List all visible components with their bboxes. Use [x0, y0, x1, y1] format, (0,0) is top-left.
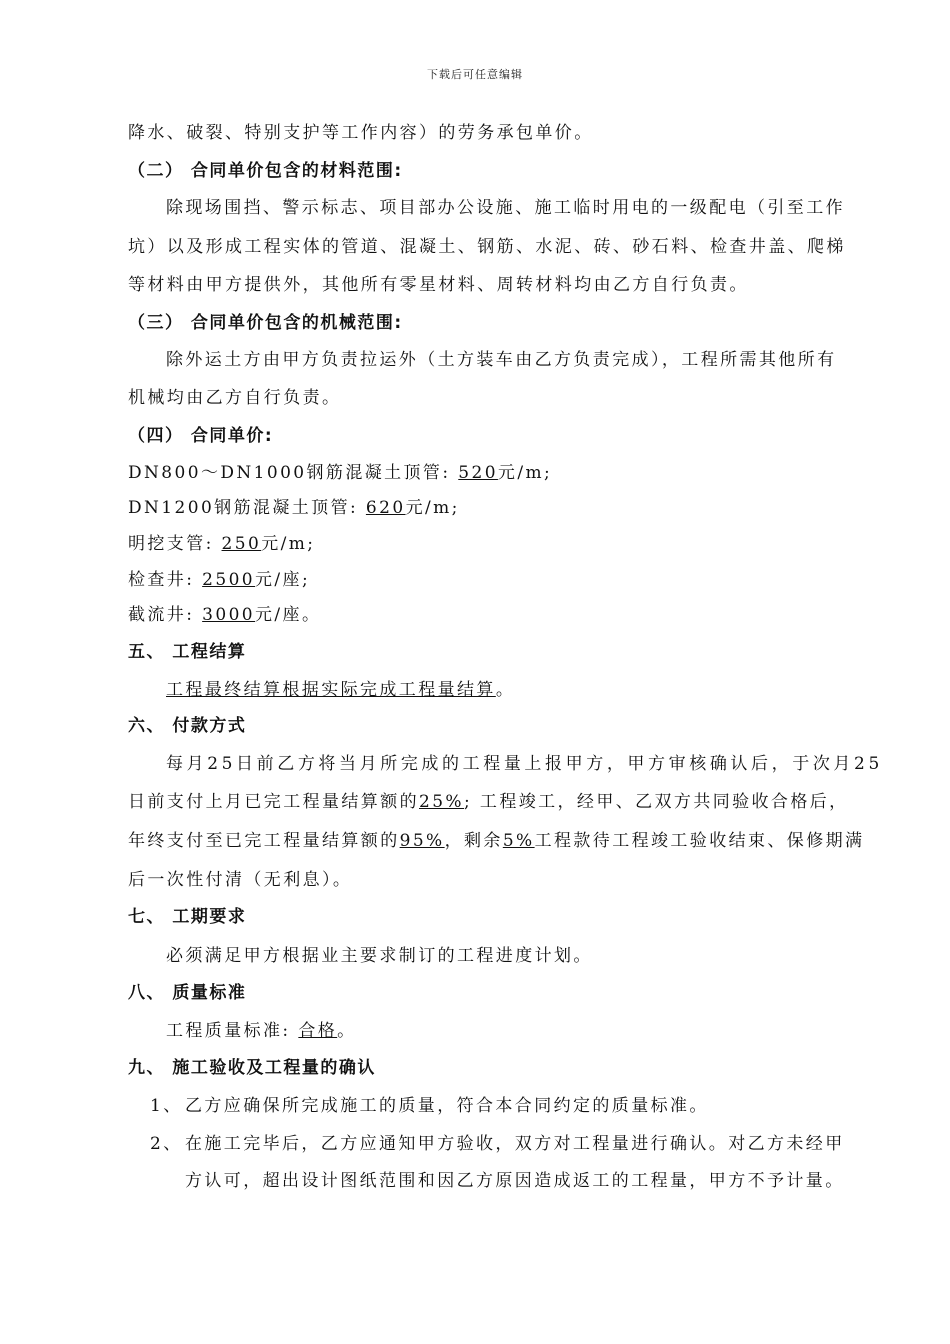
price-value: 250	[221, 534, 262, 554]
section-8-text	[166, 1016, 357, 1041]
section-8-heading: 八、 质量标准	[128, 983, 247, 1003]
retention-percent: 5%	[502, 831, 535, 851]
section-3-heading: （三） 合同单价包含的机械范围:	[128, 313, 403, 333]
section-2-line-3: 等材料由甲方提供外，其他所有零星材料、周转材料均由乙方自行负责。	[128, 275, 749, 295]
page-header: 下载后可任意编辑	[427, 68, 523, 81]
item-2-line-2: 方认可，超出设计图纸范围和因乙方原因造成返工的工程量，甲方不予计量。	[185, 1171, 845, 1191]
item-2-line-1: 在施工完毕后，乙方应通知甲方验收，双方对工程量进行确认。对乙方未经甲	[185, 1134, 845, 1154]
price-value: 520	[458, 463, 498, 483]
section-3-line-1: 除外运土方由甲方负责拉运外（土方装车由乙方负责完成），工程所需其他所有	[166, 350, 837, 370]
section-5-heading: 五、 工程结算	[128, 642, 247, 662]
section-2-line-2: 坑）以及形成工程实体的管道、混凝土、钢筋、水泥、砖、砂石料、检查井盖、爬梯	[128, 237, 846, 257]
section-4-heading: （四） 合同单价:	[128, 426, 274, 446]
price-label: 明挖支管:	[128, 534, 222, 554]
section-9-heading: 九、 施工验收及工程量的确认	[128, 1058, 376, 1078]
item-1-text: 乙方应确保所完成施工的质量，符合本合同约定的质量标准。	[185, 1096, 709, 1116]
period: 。	[495, 680, 516, 700]
text-segment: 年终支付至已完工程量结算额的	[128, 831, 400, 851]
section-2-line-1: 除现场围挡、警示标志、项目部办公设施、施工临时用电的一级配电（引至工作	[166, 198, 845, 218]
period: 。	[337, 1021, 357, 1041]
section-7-heading: 七、 工期要求	[128, 907, 247, 927]
price-unit: 元/m;	[497, 463, 553, 483]
price-unit: 元/座。	[255, 605, 322, 625]
payment-percent: 95%	[399, 831, 445, 851]
section-3-line-2: 机械均由乙方自行负责。	[128, 388, 342, 408]
paragraph-continuation: 降水、破裂、特别支护等工作内容）的劳务承包单价。	[128, 123, 594, 143]
item-2-number: 2、	[150, 1134, 183, 1154]
text-segment: 工程款待工程竣工验收结束、保修期满	[534, 831, 865, 851]
price-unit: 元/m;	[261, 534, 316, 554]
price-value: 3000	[202, 605, 256, 625]
section-6-line-2	[128, 787, 849, 812]
price-label: DN800～DN1000钢筋混凝土顶管:	[128, 463, 459, 483]
price-row	[128, 600, 321, 625]
price-value: 2500	[202, 570, 256, 590]
section-6-line-4: 后一次性付清（无利息）。	[128, 870, 353, 890]
price-label: 截流井:	[128, 605, 203, 625]
price-row	[128, 493, 460, 518]
price-label: 检查井:	[128, 570, 203, 590]
section-7-text: 必须满足甲方根据业主要求制订的工程进度计划。	[166, 946, 593, 966]
text-segment: 日前支付上月已完工程量结算额的	[128, 792, 419, 812]
section-6-heading: 六、 付款方式	[128, 716, 247, 736]
text-segment: ; 工程竣工，经甲、乙双方共同验收合格后，	[464, 792, 849, 812]
section-5-text	[166, 675, 515, 700]
settlement-text: 工程最终结算根据实际完成工程量结算	[166, 680, 496, 700]
section-2-heading: （二） 合同单价包含的材料范围:	[128, 161, 403, 181]
payment-percent: 25%	[419, 792, 464, 812]
price-value: 620	[365, 498, 406, 518]
price-unit: 元/m;	[405, 498, 460, 518]
section-6-line-3	[128, 826, 864, 851]
item-1-number: 1、	[150, 1096, 183, 1116]
price-row	[128, 529, 315, 554]
price-label: DN1200钢筋混凝土顶管:	[128, 498, 366, 518]
price-row	[128, 458, 552, 483]
text-segment: ，剩余	[444, 831, 503, 851]
price-unit: 元/座;	[255, 570, 311, 590]
quality-label: 工程质量标准:	[166, 1021, 299, 1041]
quality-value: 合格	[298, 1021, 338, 1041]
section-6-line-1: 每月25日前乙方将当月所完成的工程量上报甲方，甲方审核确认后，于次月25	[166, 754, 883, 774]
price-row	[128, 565, 310, 590]
